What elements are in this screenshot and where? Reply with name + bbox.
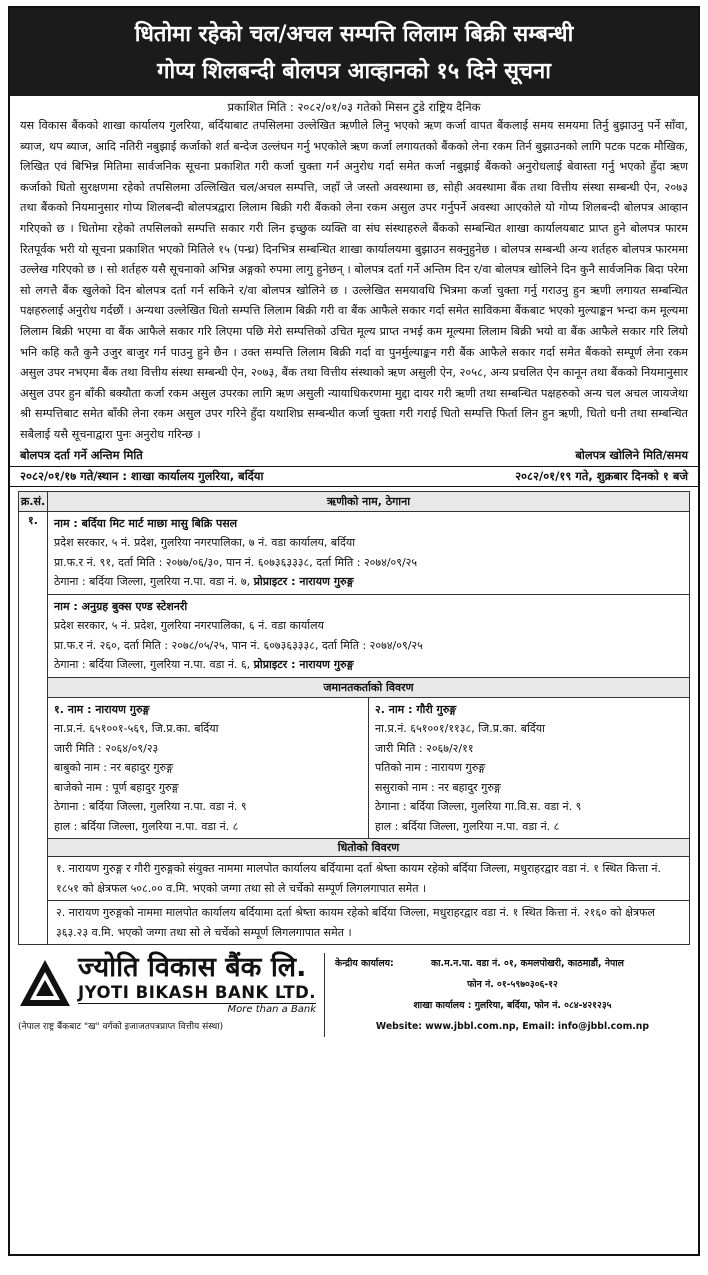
notice-title-banner bbox=[10, 8, 698, 96]
central-office-label: केन्द्रीय कार्यालय: bbox=[335, 958, 394, 969]
borrower-address-text: ठेगाना : बर्दिया जिल्ला, गुलरिया न.पा. वडा नं. ७, bbox=[54, 575, 254, 588]
guarantor-cell bbox=[48, 697, 690, 839]
borrower-name: नाम : अनुग्रह बुक्स एण्ड स्टेशनरी bbox=[54, 599, 188, 613]
notice-body: यस विकास बैंकको शाखा कार्यालय गुलरिया, बर्दियाबाट तपसिलमा उल्लेखित ऋणीले लिनु भएको ऋण कर्जा वापत बैंकलाई समय समयमा तिर्नु बुझाउनु पर्ने साँवा, ब्याज, थप ब्याज, आदि नतिरी नबुझाई कर्जाको शर्त बन्देज उल्लंघन गर्नु भएकोले ऋण कर्जा लगायतको बैंकको लेना रकम तिर्न बुझाउनको लागि पटक पटक मौखिक, लिखित एवं बिभिन्न मितिमा सार्वजनिक सूचना प्रकाशित गरी कर्जा चुक्ता गर्न अनुरोध गर्दा समेत कर्जा नबुझाई बैंकको अनुरोधलाई बेवास्ता गर्नु भएको हुँदा ऋण कर्जाको धितो सुरक्षणमा रहेको तपसिलमा उल्लिखित चल/अचल सम्पत्ति, जहाँ जे जस्तो अवस्थामा छ, सोही अवस्थामा बैंक तथा वित्तीय संस्था सम्बन्धी ऐन, २०७३ तथा बैंकको नियमानुसार गोप्य शिलबन्दी बोलपत्रद्वारा लिलाम बिक्री गरी बैंकको लेना रकम असुल उपर गर्नुपर्ने अवस्था आएकोले यो गोप्य शिलबन्दी बोलपत्र आव्हान गरिएको छ । धितोमा रहेको तपसिलको सम्पत्ति सकार गरी लिन इच्छुक व्यक्ति वा संघ संस्थाहरुले बैंकको सम्बन्धित शाखा कार्यालयबाट प्राप्त हुने बोलपत्र फारम रितपूर्वक भरी यो सूचना प्रकाशित भएको मितिले १५ (पन्ध्र) दिनभित्र सम्बन्धित शाखा कार्यालयमा बुझाउन सक्नुहुनेछ । बोलपत्र सम्बन्धी अन्य शर्तहरु बोलपत्र फारममा उल्लेख गरिएको छ । सो शर्तहरु यसै सूचनाको अभिन्न अङ्गको रुपमा लागु हुनेछन् । बोलपत्र दर्ता गर्ने अन्तिम दिन र/वा बोलपत्र खोलिने दिन कुनै सार्वजनिक बिदा परेमा सो लगत्तै बैंक खुलेको दिन बोलपत्र दर्ता गर्न सकिने र/वा बोलपत्र खोलिने छ । उल्लेखित समयावधि भित्रमा कर्जा चुक्ता गर्नु गराउनु हुन ऋणी लगायत सम्बन्धित पक्षहरुलाई अनुरोध गर्दछौं । अन्यथा उल्लेखित धितो सम्पत्ति लिलाम बिक्री गरी वा बैंक आफैले सकार गर्दा समेत साविकमा बैंकबाट भएको मुल्याङ्कन भन्दा कम मूल्यमा लिलाम बिक्री भएमा वा बैंक आफैले सकार गरि लिएमा पछि मेरो सम्पत्तिको उचित मूल्य प्राप्त नभई कम मूल्यमा लिलाम बिक्री भयो वा बैंक आफैले सकार गरि लियो भनि कहि कतै कुनै उजुर बाजुर गर्न पाउनु हुने छैन । उक्त सम्पत्ति लिलाम बिक्री गर्दा वा पुनर्मुल्याङ्कन गरी बैंक आफैले सकार गर्दा समेत बैंकको सम्पूर्ण लेना रकम असुल उपर नभएमा बैंक तथा वित्तीय संस्था सम्बन्धी ऐन, २०७३, बैंक तथा वित्तीय संस्थाको ऋण असुली ऐन, २०५८, अन्य प्रचलित ऐन कानून तथा बैंकको नियमानुसार असुल उपर हुन बाँकी बक्यौता कर्जा रकम असुल उपरका लागि ऋण असुली न्यायाधिकरणमा मुद्दा दायर गरी ऋणी तथा सम्बन्धित पक्षहरुको अन्य चल अचल जायजेथा श्री सम्पत्तिबाट समेत बाँकी लेना रकम असुल उपर गरिने हुँदा यथाशिघ्र सम्बन्धीत कर्जा चुक्ता गरी गराई धितो सम्पत्ति फिर्ता लिन हुन ऋणी, धितो धनी तथा सम्बन्धित सबैलाई यसै सूचनाद्वारा पुनः अनुरोध गरिन्छ । bbox=[20, 119, 689, 441]
borrower-address bbox=[54, 572, 683, 592]
guarantor-detail: हाल : बर्दिया जिल्ला, गुलरिया न.पा. वडा नं. ८ bbox=[375, 819, 560, 833]
collateral-cell bbox=[48, 839, 690, 945]
guarantor-detail: पतिको नाम : नारायण गुरुङ्ग bbox=[375, 761, 486, 774]
guarantor-detail: ठेगाना : बर्दिया जिल्ला, गुलरिया गा.वि.स. वडा नं. ९ bbox=[375, 800, 582, 813]
notice-title-line1: धितोमा रहेको चल/अचल सम्पत्ति लिलाम बिक्री सम्बन्धी bbox=[134, 22, 574, 47]
guarantor-detail: ना.प्र.नं. ६५१००१/११३८, जि.प्र.का. बर्दिया bbox=[375, 722, 545, 735]
borrower-table bbox=[18, 491, 690, 946]
deadline-values bbox=[10, 466, 698, 487]
guarantor-detail: जारी मिति : २०६४/०९/२३ bbox=[54, 741, 159, 755]
borrower-detail: प्रदेश सरकार, ५ नं. प्रदेश, गुलरिया नगरपालिका, ७ नं. वडा कार्यालय, बर्दिया bbox=[54, 536, 356, 549]
borrower-detail: प्रदेश सरकार, ५ नं. प्रदेश, गुलरिया नगरपालिका, ६ नं. वडा कार्यालय bbox=[54, 619, 324, 632]
borrower-block bbox=[48, 594, 690, 677]
proprietor-name: प्रोप्राइटर : नारायण गुरुङ्ग bbox=[253, 575, 354, 588]
bank-logo-row bbox=[18, 953, 318, 1015]
serial-number: १. bbox=[19, 511, 48, 945]
collateral-item: १. नारायण गुरुङ्ग र गौरी गुरुङ्गको संयुक्त नाममा मालपोत कार्यालय बर्दियामा दर्ता श्रेष्ता कायम रहेको बर्दिया जिल्ला, मधुराहरद्वार वडा नं. १ स्थित कित्ता नं. १८५१ को क्षेत्रफल ५०८.०० व.मि. भएको जग्गा तथा सो ले चर्चेको सम्पूर्ण लिगलगापात समेत । bbox=[56, 862, 662, 895]
guarantor-detail: बाजेको नाम : पूर्ण बहादुर गुरुङ्ग bbox=[54, 780, 179, 794]
guarantor-detail: ससुराको नाम : नर बहादुर गुरुङ्ग bbox=[375, 780, 501, 794]
collateral-header: धितोको विवरण bbox=[48, 839, 689, 857]
borrower-block bbox=[48, 511, 690, 594]
bank-tagline: More than a Bank bbox=[78, 1003, 316, 1015]
bank-name-block bbox=[78, 953, 316, 1015]
register-deadline-label: बोलपत्र दर्ता गर्ने अन्तिम मिति bbox=[20, 447, 143, 462]
borrower-detail: प्रा.फ.र नं. २६०, दर्ता मिति : २०७८/०५/२५, पान नं. ६०७३६३३३८, दर्ता मिति : २०७४/०९/२५ bbox=[54, 638, 423, 652]
borrower-address bbox=[54, 655, 683, 675]
guarantor-name: १. नाम : नारायण गुरुङ्ग bbox=[54, 702, 150, 716]
guarantor-name: २. नाम : गौरी गुरुङ्ग bbox=[375, 702, 457, 716]
bank-name-english: JYOTI BIKASH BANK LTD. bbox=[78, 983, 317, 1002]
deadline-labels bbox=[10, 448, 698, 463]
guarantor-pair bbox=[48, 698, 689, 839]
notice-title-line2: गोप्य शिलबन्दी बोलपत्र आव्हानको १५ दिने सूचना bbox=[157, 59, 551, 84]
guarantor-detail: जारी मिति : २०६७/२/११ bbox=[375, 741, 474, 755]
central-phone: फोन नं. ०१-५९७०३०६-१२ bbox=[467, 979, 558, 990]
central-office bbox=[335, 953, 690, 974]
contact-info bbox=[325, 953, 690, 1037]
bank-brand bbox=[18, 953, 325, 1037]
bank-logo-icon bbox=[18, 958, 72, 1010]
guarantor-1 bbox=[48, 698, 368, 839]
branch-office: शाखा कार्यालय : गुलरिया, बर्दिया, फोन नं. ०८४-४२१२३५ bbox=[413, 1000, 612, 1011]
guarantor-header: जमानतकर्ताको विवरण bbox=[48, 677, 690, 697]
bank-name-nepali: ज्योति विकास बैंक लि. bbox=[78, 952, 307, 983]
guarantor-detail: बाबुको नाम : नर बहादुर गुरुङ्ग bbox=[54, 761, 174, 774]
guarantor-detail: ठेगाना : बर्दिया जिल्ला, गुलरिया न.पा. वडा नं. ९ bbox=[54, 800, 247, 813]
guarantor-detail: हाल : बर्दिया जिल्ला, गुलरिया न.पा. वडा नं. ८ bbox=[54, 819, 239, 833]
central-office-address: का.म.न.पा. वडा नं. ०१, कमलपोखरी, काठमाडौं, नेपाल bbox=[431, 958, 624, 969]
borrower-address-text: ठेगाना : बर्दिया जिल्ला, गुलरिया न.पा. वडा नं. ६, bbox=[54, 658, 254, 671]
website-email: Website: www.jbbl.com.np, Email: info@jbbl.com.np bbox=[375, 1021, 650, 1032]
guarantor-detail: ना.प्र.नं. ६५१००१-५६९, जि.प्र.का. बर्दिया bbox=[54, 722, 219, 735]
register-deadline-value: २०८२/०१/१७ गते/स्थान : शाखा कार्यालय गुलरिया, बर्दिया bbox=[20, 468, 264, 483]
license-note: (नेपाल राष्ट्र बैंकबाट "ख" वर्गको इजाजतपत्रप्राप्त वित्तीय संस्था) bbox=[18, 1022, 224, 1032]
notice-page bbox=[8, 6, 700, 1256]
borrower-header: ऋणीको नाम, ठेगाना bbox=[48, 491, 690, 511]
publication-date: प्रकाशित मिति : २०८२/०१/०३ गतेको मिसन टुडे राष्ट्रिय दैनिक bbox=[227, 100, 481, 114]
borrower-name: नाम : बर्दिया मिट मार्ट माछा मासु बिक्रि पसल bbox=[54, 516, 238, 530]
footer bbox=[10, 953, 698, 1037]
collateral-item: २. नारायण गुरुङ्गको नाममा मालपोत कार्यालय बर्दियामा दर्ता श्रेष्ता कायम रहेको बर्दिया जिल्ला, मधुराहरद्वार वडा नं. १ स्थित कित्ता नं. २१६० को क्षेत्रफल ३६३.२३ व.मि. भएको जग्गा तथा सो ले चर्चेको सम्पूर्ण लिगलगापात समेत । bbox=[48, 900, 689, 944]
guarantor-2 bbox=[368, 698, 689, 839]
borrower-detail: प्रा.फ.र नं. ९१, दर्ता मिति : २०७७/०६/३०, पान नं. ६०७३६३३३८, दर्ता मिति : २०७४/०९/२५ bbox=[54, 555, 418, 569]
sn-header: क्र.सं. bbox=[19, 491, 48, 511]
opening-time-label: बोलपत्र खोलिने मिति/समय bbox=[575, 447, 688, 462]
proprietor-name: प्रोप्राइटर : नारायण गुरुङ्ग bbox=[253, 658, 354, 671]
opening-time-value: २०८२/०१/१९ गते, शुक्रबार दिनको १ बजे bbox=[515, 468, 688, 483]
